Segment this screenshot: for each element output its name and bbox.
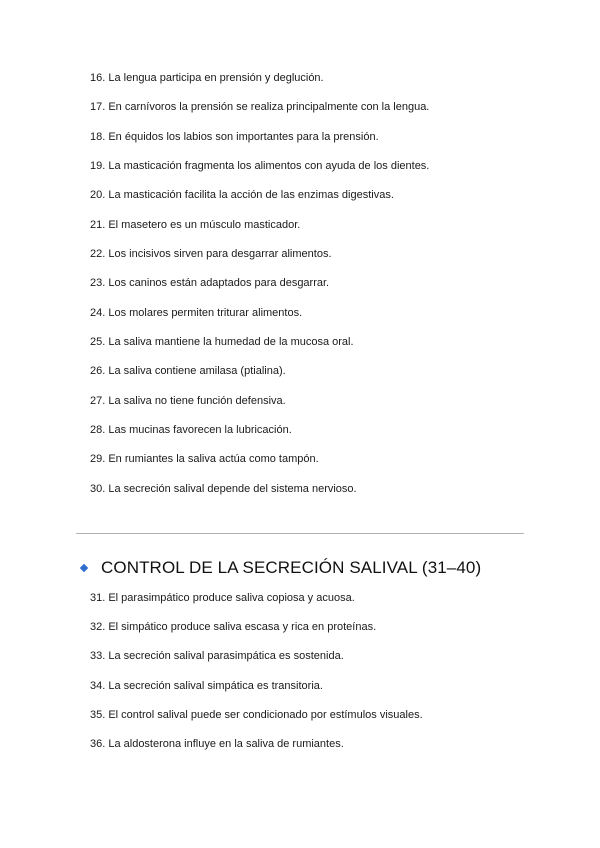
list-item: 16. La lengua participa en prensión y deglución. xyxy=(90,72,324,84)
section-heading xyxy=(80,557,481,579)
list-item: 18. En équidos los labios son importantes para la prensión. xyxy=(90,130,379,143)
list-item: 33. La secreción salival parasimpática es sostenida. xyxy=(90,650,344,663)
list-item: 34. La secreción salival simpática es transitoria. xyxy=(90,679,323,692)
list-item: 26. La saliva contiene amilasa (ptialina). xyxy=(90,365,286,378)
list-item: 30. La secreción salival depende del sistema nervioso. xyxy=(90,482,357,495)
list-item: 17. En carnívoros la prensión se realiza principalmente con la lengua. xyxy=(90,101,430,114)
list-item: 28. Las mucinas favorecen la lubricación. xyxy=(90,423,292,436)
list-item: 20. La masticación facilita la acción de las enzimas digestivas. xyxy=(90,189,394,202)
list-item: 21. El masetero es un músculo masticador. xyxy=(90,218,301,231)
list-item: 27. La saliva no tiene función defensiva. xyxy=(90,394,286,407)
list-item: 24. Los molares permiten triturar alimentos. xyxy=(90,306,303,319)
list-item: 32. El simpático produce saliva escasa y rica en proteínas. xyxy=(90,621,377,634)
statement-list-section-b xyxy=(90,591,560,766)
list-item: 31. El parasimpático produce saliva copiosa y acuosa. xyxy=(90,592,355,604)
list-item: 25. La saliva mantiene la humedad de la mucosa oral. xyxy=(90,335,354,348)
statement-list-section-a xyxy=(90,71,560,511)
diamond-bullet-icon xyxy=(80,564,88,572)
section-divider xyxy=(76,533,524,534)
section-heading-text: CONTROL DE LA SECRECIÓN SALIVAL (31–40) xyxy=(101,558,482,577)
list-item: 29. En rumiantes la saliva actúa como tampón. xyxy=(90,453,319,466)
list-item: 35. El control salival puede ser condicionado por estímulos visuales. xyxy=(90,708,423,721)
list-item: 22. Los incisivos sirven para desgarrar alimentos. xyxy=(90,247,332,260)
list-item: 19. La masticación fragmenta los alimentos con ayuda de los dientes. xyxy=(90,159,430,172)
list-item: 23. Los caninos están adaptados para desgarrar. xyxy=(90,277,330,290)
list-item: 36. La aldosterona influye en la saliva de rumiantes. xyxy=(90,737,344,750)
